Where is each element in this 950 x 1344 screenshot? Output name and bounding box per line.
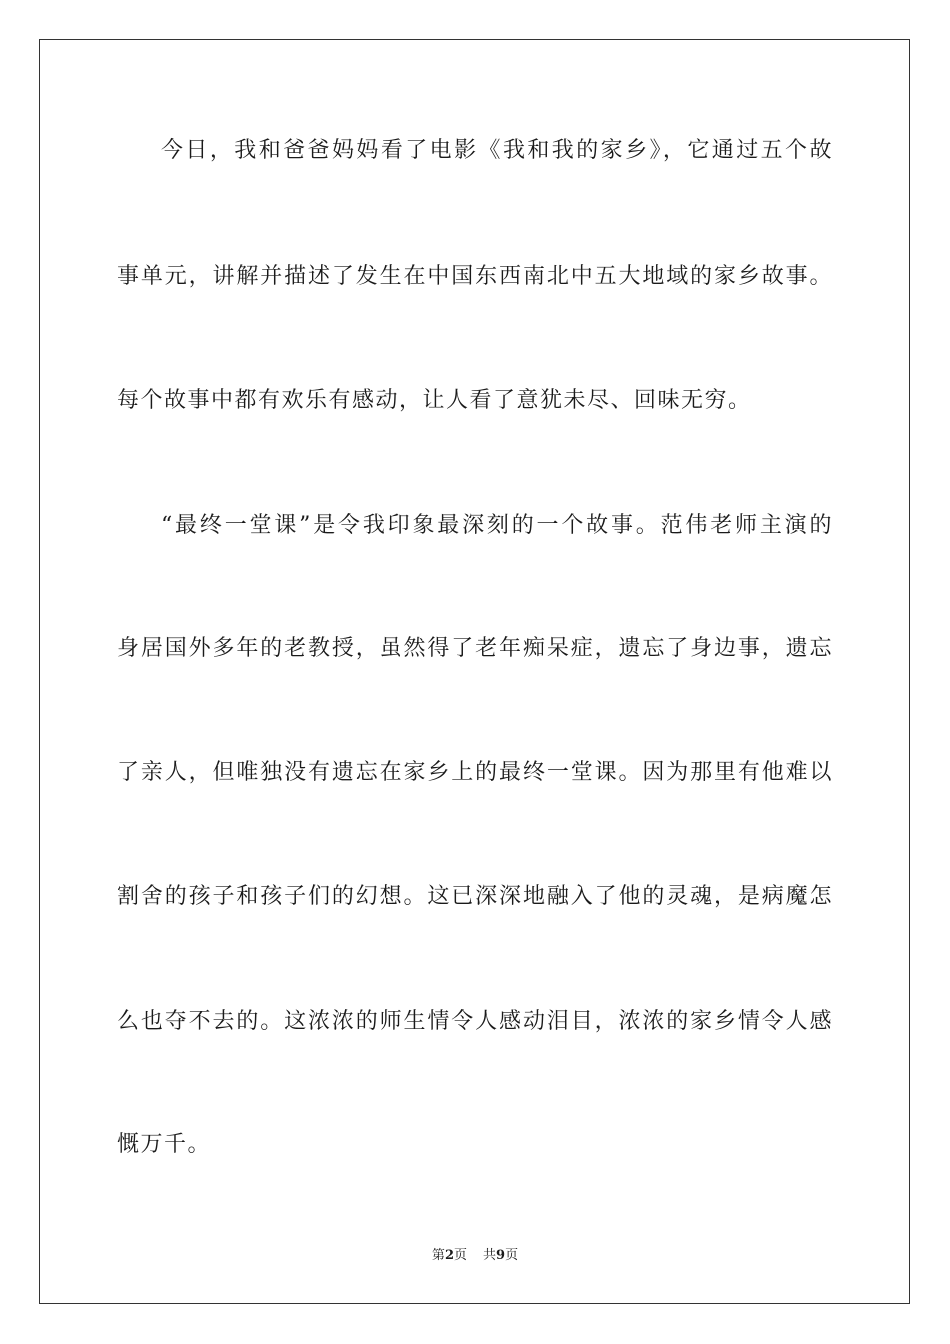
- footer-page-prefix: 第: [431, 1248, 445, 1263]
- paragraph-2-line-6: 慨万千。: [117, 1132, 212, 1157]
- paragraph-2-line-2: 身居国外多年的老教授，虽然得了老年痴呆症，遗忘了身边事，遗忘: [117, 636, 833, 661]
- paragraph-2-line-3: 了亲人，但唯独没有遗忘在家乡上的最终一堂课。因为那里有他难以: [117, 760, 833, 785]
- paragraph-2-line-5: 么也夺不去的。这浓浓的师生情令人感动泪目，浓浓的家乡情令人感: [117, 1009, 833, 1034]
- footer-page-number: 2: [444, 1248, 454, 1263]
- paragraph-1-line-1: 今日，我和爸爸妈妈看了电影《我和我的家乡》，它通过五个故: [161, 138, 833, 163]
- paragraph-2-line-1: “最终一堂课”是令我印象最深刻的一个故事。范伟老师主演的: [161, 513, 833, 538]
- paragraph-1-line-2: 事单元，讲解并描述了发生在中国东西南北中五大地域的家乡故事。: [117, 264, 833, 289]
- paragraph-1-line-3: 每个故事中都有欢乐有感动，让人看了意犹未尽、回味无穷。: [117, 388, 752, 413]
- footer-page-suffix: 页: [453, 1248, 467, 1263]
- footer-total-prefix: 共: [483, 1248, 497, 1263]
- page-footer: [0, 1247, 950, 1265]
- page-border: [39, 39, 910, 1304]
- footer-total-pages: 9: [496, 1248, 506, 1263]
- paragraph-2-line-4: 割舍的孩子和孩子们的幻想。这已深深地融入了他的灵魂，是病魔怎: [117, 884, 833, 909]
- footer-total-suffix: 页: [505, 1248, 519, 1263]
